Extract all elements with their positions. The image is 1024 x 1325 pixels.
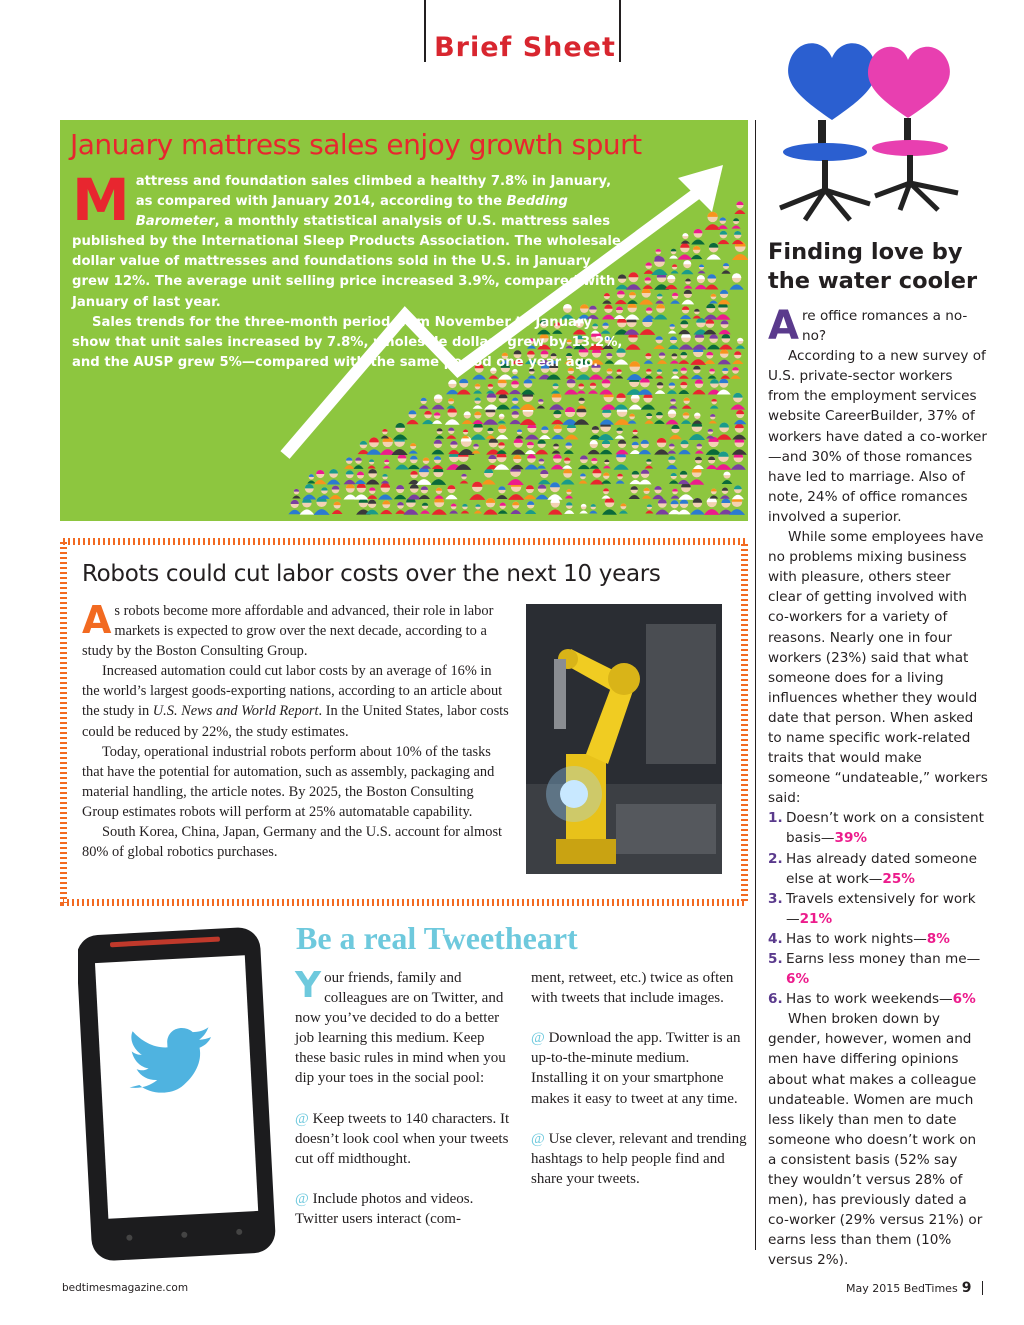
header-rule-left: [424, 0, 426, 62]
robots-paragraph-3: Today, operational industrial robots perform about 10% of the tasks that have the potential for automation, such as assembly, packaging and material handling, the article notes. By 2025, the Boston Consulting Group estimates robots will perform at 25% automatable capability.: [82, 743, 495, 820]
robots-body: [82, 598, 512, 862]
office-dropcap: A: [768, 303, 799, 349]
tweet-tip-1: @ Keep tweets to 140 characters. It doesn’t look cool when your tweets cut off midthought.: [295, 1110, 510, 1167]
list-item: 3. Travels extensively for work—21%: [768, 890, 976, 927]
issue-label: May 2015 BedTimes: [846, 1282, 958, 1295]
mattress-paragraph-1: attress and foundation sales climbed a healthy 7.8% in January, as compared with January 2014, according to the Bedding Barometer, a monthly statistical analysis of U.S. mattress sales published by the International Sleep Products Association. The wholesale dollar value of mattresses and foundations sold in the U.S. in January grew 12%. The average unit selling price increased 3.9%, compared with January of last year.: [72, 174, 621, 310]
footer-issue: [846, 1280, 971, 1296]
section-title: Brief Sheet: [434, 32, 616, 63]
office-paragraph-2: According to a new survey of U.S. private-sector workers from the employment services website CareerBuilder, 37% of workers have dated a co-worker—and 30% of those romances have led to marriage. Also of note, 24% of office romances involved a superior.: [768, 348, 988, 525]
industrial-robot-photo: [526, 604, 722, 874]
tweetheart-headline: Be a real Tweetheart: [296, 920, 578, 956]
robots-paragraph-2: Increased automation could cut labor costs by an average of 16% in the world’s largest goods-exporting nations, according to an article about the study in U.S. News and World Report. In the United States, labor costs could be reduced by 22%, the study estimates.: [82, 663, 509, 740]
mattress-body: [72, 166, 632, 373]
pink-chair: [868, 47, 958, 210]
robots-paragraph-1: s robots become more affordable and advanced, their role in labor markets is expected to grow over the next decade, according to a study by the Boston Consulting Group.: [82, 603, 494, 660]
office-romance-headline: Finding love by the water cooler: [768, 239, 978, 294]
list-item: 5. Earns less money than me—6%: [768, 951, 981, 988]
heart-chairs-image: [760, 28, 970, 233]
blue-chair: [780, 43, 876, 220]
tweet-tip-4: @ Use clever, relevant and trending hashtags to help people find and share your tweets.: [531, 1130, 747, 1187]
office-paragraph-4: When broken down by gender, however, women and men have differing opinions about what makes a colleague undateable. Women are much less likely than men to date someone who doesn’t work on a consistent basis (52% say they wouldn’t versus 28% of men), has previously dated a co-worker (29% versus 21%) or earns less than them (10% versus 2%).: [768, 1011, 983, 1269]
list-item: 2. Has already dated someone else at work—25%: [768, 850, 977, 887]
robots-dropcap: A: [82, 598, 112, 642]
tweetheart-column-2: [531, 968, 749, 1209]
list-item: 4. Has to work nights—8%: [768, 930, 950, 947]
tweet-tip-2: @ Include photos and videos. Twitter users interact (com-: [295, 1191, 474, 1228]
robots-article: [60, 538, 748, 906]
tweet-tip-2-continued: ment, retweet, etc.) twice as often with tweets that include images.: [531, 970, 734, 1007]
tweetheart-column-1: [295, 965, 513, 1249]
office-paragraph-3: While some employees have no problems mixing business with pleasure, others steer clear of getting involved with co-workers for a variety of reasons. Nearly one in four workers (23%) said that what someone does for a living influences whether they would date that person. When asked to name specific work-related traits that would make someone “undateable,” workers said:: [768, 529, 988, 807]
list-item: 6. Has to work weekends—6%: [768, 991, 976, 1008]
tweetheart-intro: our friends, family and colleagues are on Twitter, and now you’ve decided to do a better job learning this medium. Keep these basic rules in mind when you dip your toes in the social pool:: [295, 970, 506, 1087]
mattress-dropcap: M: [72, 166, 130, 234]
column-divider: [755, 120, 756, 1250]
mattress-sales-article: [60, 120, 748, 521]
footer-website: bedtimesmagazine.com: [62, 1282, 189, 1294]
tweetheart-dropcap: Y: [295, 965, 322, 1006]
footer-rule: [982, 1281, 983, 1295]
tweet-tip-3: @ Download the app. Twitter is an up-to-the-minute medium. Installing it on your smartphone makes it easy to tweet at any time.: [531, 1030, 741, 1107]
mattress-paragraph-2: Sales trends for the three-month period from November to January show that unit sales increased by 7.8%, wholesale dollars grew by 13.2%, and the AUSP grew 5%—compared with the same period one year ago.: [72, 314, 623, 370]
office-romance-body: [768, 303, 988, 1271]
smartphone-image: [78, 925, 276, 1265]
undateable-traits-list: [768, 808, 988, 1009]
mattress-headline: January mattress sales enjoy growth spurt: [70, 128, 642, 161]
office-paragraph-1: re office romances a no-no?: [801, 308, 968, 345]
robots-paragraph-4: South Korea, China, Japan, Germany and the U.S. account for almost 80% of global robotics purchases.: [82, 824, 503, 861]
page-number: 9: [961, 1280, 972, 1296]
list-item: 1. Doesn’t work on a consistent basis—39%: [768, 810, 984, 847]
robots-headline: Robots could cut labor costs over the next 10 years: [82, 561, 661, 587]
